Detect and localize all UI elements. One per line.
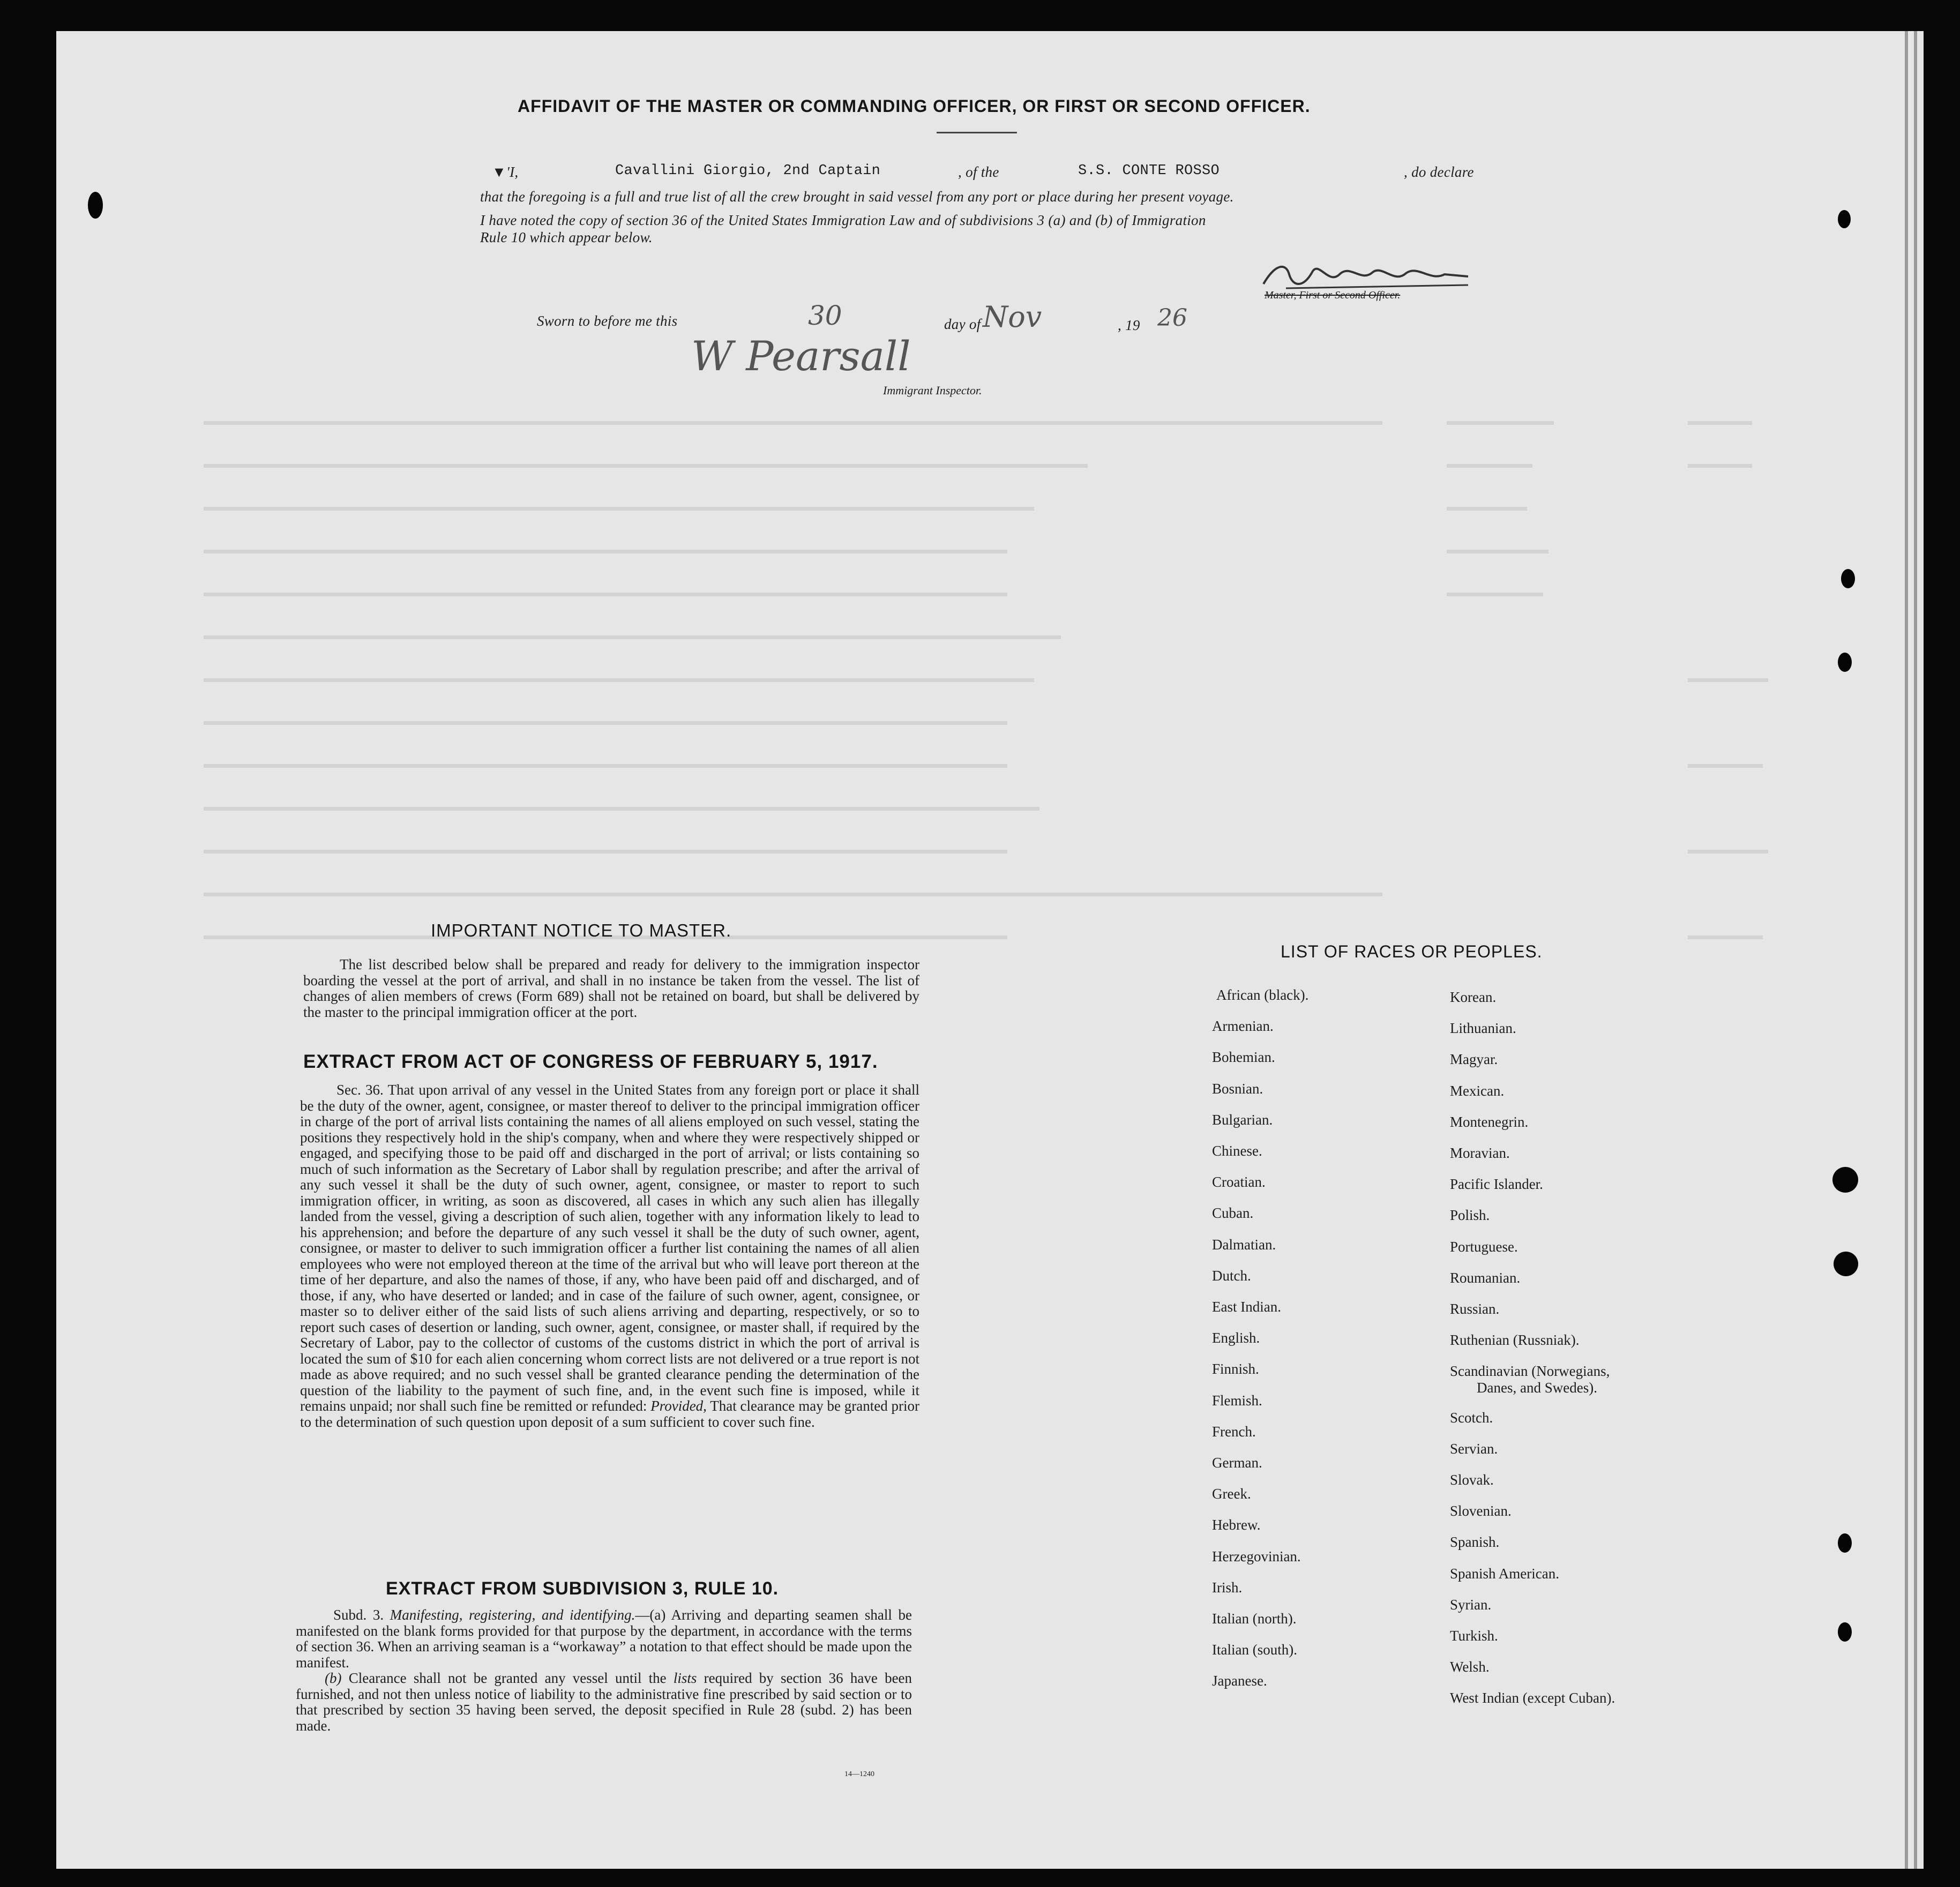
officer-name: Cavallini Giorgio, 2nd Captain: [615, 163, 881, 179]
form-code: 14—1240: [844, 1770, 874, 1778]
race-item: Greek.: [1212, 1486, 1251, 1502]
race-item: Slovenian.: [1450, 1503, 1512, 1519]
sworn-label: Sworn to before me this: [537, 313, 678, 329]
race-item: Croatian.: [1212, 1174, 1266, 1190]
race-item: Cuban.: [1212, 1205, 1254, 1222]
page-edge: [1914, 31, 1917, 1869]
declarant-mark: ▼'I,: [492, 164, 519, 180]
race-item: Finnish.: [1212, 1361, 1259, 1377]
section-body-end: That clearance may be granted prior to the determination of such question upon deposit of a sum sufficient to cover such fine.: [300, 1398, 919, 1430]
race-item: Italian (south).: [1212, 1642, 1297, 1658]
race-item: English.: [1212, 1330, 1260, 1346]
binder-hole: [1841, 569, 1855, 588]
subdivision-heading: Manifesting, registering, and identifying.: [390, 1607, 635, 1623]
subdivision-label: Subd. 3.: [333, 1607, 384, 1623]
race-item: Hebrew.: [1212, 1517, 1261, 1533]
section-label: Sec. 36.: [336, 1082, 384, 1098]
declaration-line-3: I have noted the copy of section 36 of the United States Immigration Law and of subdivisions 3 (a) and (b) of Immigration: [480, 212, 1206, 228]
race-item: Bohemian.: [1212, 1049, 1275, 1066]
binder-hole: [1838, 1533, 1852, 1553]
sworn-day: 30: [808, 300, 842, 331]
race-item: Scotch.: [1450, 1409, 1493, 1426]
race-item: Spanish.: [1450, 1534, 1500, 1551]
race-item: Armenian.: [1212, 1018, 1274, 1035]
race-item: Spanish American.: [1450, 1565, 1559, 1582]
rule-title: EXTRACT FROM SUBDIVISION 3, RULE 10.: [386, 1578, 779, 1599]
race-item: Pacific Islander.: [1450, 1176, 1543, 1193]
race-item: Flemish.: [1212, 1392, 1262, 1409]
day-of-label: day of: [944, 316, 981, 332]
race-item: Italian (north).: [1212, 1611, 1297, 1627]
race-item: German.: [1212, 1455, 1262, 1471]
race-item: French.: [1212, 1423, 1256, 1440]
race-item: Moravian.: [1450, 1145, 1510, 1161]
paragraph-b-label: (b): [325, 1670, 342, 1686]
declaration-line-2: that the foregoing is a full and true list of all the crew brought in said vessel from any port or place during her present voyage.: [480, 189, 1234, 205]
inspector-caption: Immigrant Inspector.: [883, 384, 982, 397]
act-text: [300, 1082, 919, 1430]
race-item: West Indian (except Cuban).: [1450, 1690, 1615, 1706]
page-edge: [1905, 31, 1908, 1869]
rule-text: [296, 1607, 912, 1734]
of-the-label: , of the: [958, 164, 999, 180]
paragraph-b-end: required by section 36 have been furnished, and not then unless notice of liability to the administrative fine prescribed by said section or to that prescribed by section 35 having been served, the deposit specified in Rule 28 (subd. 2) has been made.: [296, 1670, 912, 1734]
race-item: Danes, and Swedes).: [1477, 1379, 1597, 1396]
vessel-name: S.S. CONTE ROSSO: [1078, 163, 1220, 179]
race-item: Turkish.: [1450, 1628, 1498, 1644]
race-item: Lithuanian.: [1450, 1020, 1516, 1037]
race-item: Polish.: [1450, 1207, 1490, 1224]
race-item: Bosnian.: [1212, 1080, 1263, 1097]
sworn-year: 26: [1157, 304, 1187, 332]
race-item: Chinese.: [1212, 1143, 1262, 1159]
binder-hole: [1832, 1167, 1858, 1193]
race-item: East Indian.: [1212, 1299, 1281, 1315]
binder-hole: [1838, 653, 1852, 672]
notice-text: The list described below shall be prepared and ready for delivery to the immigration inspector boarding the vessel at the port of arrival, and shall in no instance be taken from the vessel. The list of changes of alien members of crews (Form 689) shall not be retained on board, but shall be delivered by the master to the principal immigration officer at the port.: [303, 956, 919, 1020]
race-item: Magyar.: [1450, 1051, 1498, 1068]
race-item: Dalmatian.: [1212, 1236, 1276, 1253]
race-item: Servian.: [1450, 1440, 1498, 1457]
year-prefix: , 19: [1118, 317, 1140, 333]
race-item: Slovak.: [1450, 1472, 1494, 1488]
race-item: Irish.: [1212, 1579, 1243, 1596]
paragraph-a: —(a) Arriving and departing seamen shall be manifested on the blank forms provided for that purpose by the department, in accordance with the terms of section 36. When an arriving seaman is a “workaway” a notation to that effect should be made upon the manifest.: [296, 1607, 912, 1671]
do-declare-label: , do declare: [1404, 164, 1474, 180]
act-title: EXTRACT FROM ACT OF CONGRESS OF FEBRUARY 5, 1917.: [303, 1051, 878, 1072]
declaration-line-4: Rule 10 which appear below.: [480, 229, 653, 245]
race-item: Welsh.: [1450, 1659, 1490, 1675]
binder-hole: [88, 192, 103, 219]
race-item: Dutch.: [1212, 1267, 1251, 1284]
race-item: Mexican.: [1450, 1082, 1505, 1099]
section-body: That upon arrival of any vessel in the United States from any foreign port or place it shall be the duty of the owner, agent, consignee, or master thereof to deliver to the principal immigration officer in charge of the port of arrival lists containing the names of all aliens employed on such vessel, stating the positions they respectively hold in the ship's company, when and where they were respectively shipped or engaged, and specifying those to be paid off and discharged in the port of arrival; or lists containing so much of such information as the Secretary of Labor shall by regulation prescribe; and after the arrival of any such vessel it shall be the duty of such owner, agent, consignee, or master to report to such immigration officer, in writing, as soon as discovered, all cases in which any such alien has illegally landed from the vessel, giving a description of such alien, together with any information likely to lead to his apprehension; and before the departure of any such vessel it shall be the duty of such owner, agent, consignee, or master to deliver to such immigration officer a further list containing the names of all alien employees who were not employed thereon at the time of the arrival but who will leave port thereon at the time of her departure, and also the names of those, if any, who have been paid off and discharged, and of those, if any, who have deserted or landed; and in case of the failure of such owner, agent, consignee, or master so to deliver either of the said lists of such aliens arriving and departing, respectively, or so to report such cases of desertion or landing, such owner, agent, consignee, or master shall, if required by the Secretary of Labor, pay to the collector of customs of the customs district in which the port of arrival is located the sum of $10 for each alien concerning whom correct lists are not delivered or a true report is not made as above required; and no such vessel shall be granted clearance pending the determination of the question of the liability to the payment of such fine, and, in the event such fine is imposed, while it remains unpaid; nor shall such fine be remitted or refunded:: [300, 1082, 919, 1414]
title-rule: [937, 132, 1017, 133]
provided-word: Provided,: [650, 1398, 707, 1414]
race-item: Japanese.: [1212, 1673, 1267, 1689]
race-item: Roumanian.: [1450, 1269, 1521, 1286]
binder-hole: [1838, 1622, 1852, 1642]
binder-hole: [1838, 210, 1851, 228]
inspector-signature: W Pearsall: [691, 332, 911, 380]
paragraph-b-lists: lists: [673, 1670, 697, 1686]
races-title: LIST OF RACES OR PEOPLES.: [1281, 942, 1543, 961]
race-item: Scandinavian (Norwegians,: [1450, 1363, 1610, 1380]
binder-hole: [1834, 1252, 1858, 1276]
signature-caption: Master, First or Second Officer.: [1265, 289, 1401, 301]
race-item: Russian.: [1450, 1301, 1500, 1317]
race-item: Herzegovinian.: [1212, 1548, 1301, 1564]
race-item: Ruthenian (Russniak).: [1450, 1332, 1580, 1349]
paragraph-b-start: Clearance shall not be granted any vessel until the: [348, 1670, 667, 1686]
race-item: Syrian.: [1450, 1596, 1492, 1613]
race-item: Bulgarian.: [1212, 1111, 1273, 1128]
race-item: Montenegrin.: [1450, 1113, 1529, 1130]
race-item: African (black).: [1216, 987, 1309, 1003]
race-item: Korean.: [1450, 989, 1497, 1005]
race-item: Portuguese.: [1450, 1238, 1518, 1255]
notice-title: IMPORTANT NOTICE TO MASTER.: [431, 920, 732, 940]
affidavit-title: AFFIDAVIT OF THE MASTER OR COMMANDING OFFICER, OR FIRST OR SECOND OFFICER.: [518, 96, 1311, 116]
sworn-month: Nov: [983, 300, 1042, 334]
